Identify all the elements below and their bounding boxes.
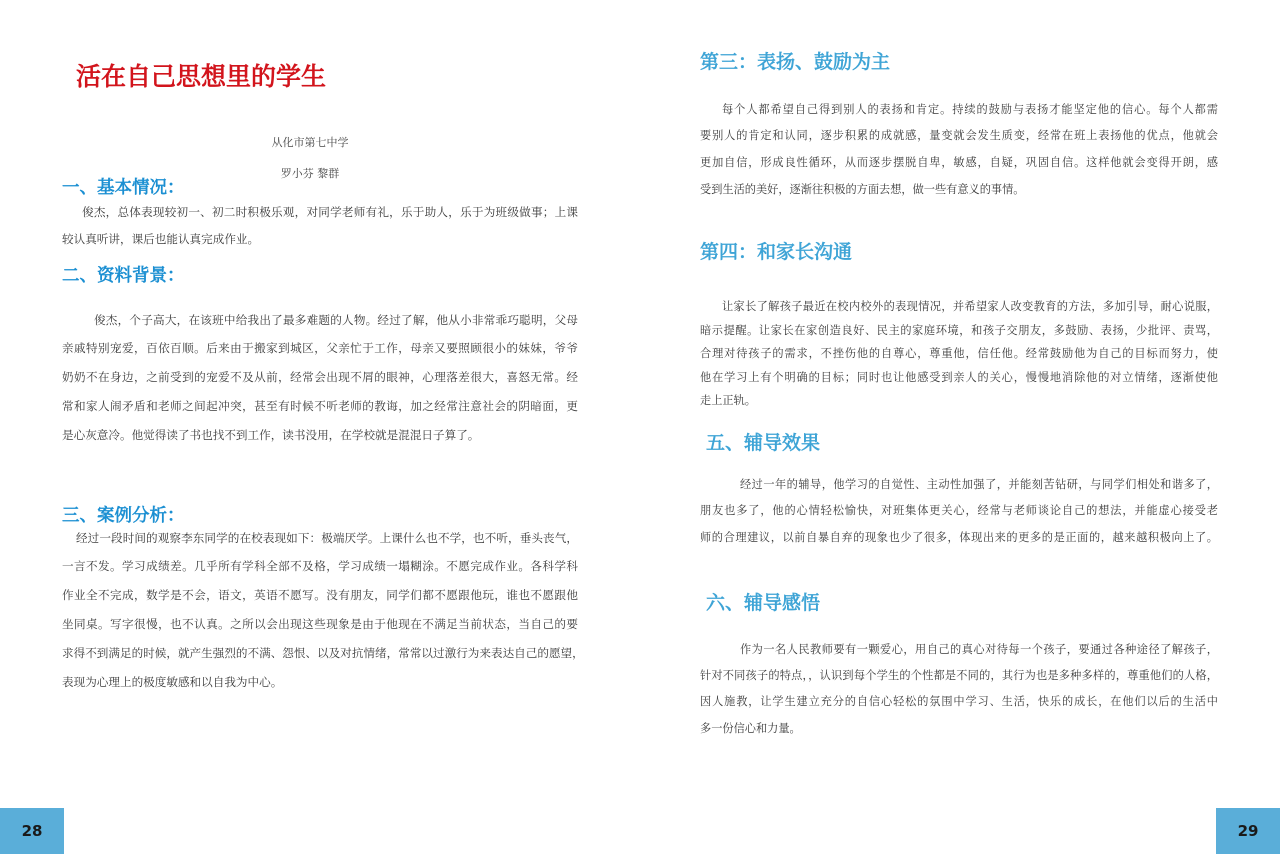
paragraph-line: 多一份信心和力量。 xyxy=(700,721,801,735)
paragraph-line: 一言不发。学习成绩差。几乎所有学科全部不及格，学习成绩一塌糊涂。不愿完成作业。各科学科 xyxy=(62,559,578,574)
paragraph-line: 更加自信，形成良性循环，从而逐步摆脱自卑，敏感，自疑，巩固自信。这样他就会变得开朗，感 xyxy=(700,156,1218,170)
section-text-parents xyxy=(700,295,1218,413)
right-page xyxy=(640,0,1280,854)
section-heading-praise: 第三：表扬、鼓励为主 xyxy=(700,51,891,73)
page-number-left: 28 xyxy=(0,808,64,854)
paragraph-line: 要别人的肯定和认同，逐步积累的成就感，量变就会发生质变，经常在班上表扬他的优点，他就会 xyxy=(700,129,1218,143)
paragraph-line: 亲戚特别宠爱，百依百顺。后来由于搬家到城区，父亲忙于工作，母亲又要照顾很小的妹妹，爷爷 xyxy=(62,341,578,356)
section-text-case-analysis xyxy=(62,524,584,697)
paragraph-line: 俊杰，个子高大，在该班中给我出了最多难题的人物。经过了解，他从小非常乖巧聪明，父母 xyxy=(94,312,578,327)
paragraph-line: 经过一年的辅导，他学习的自觉性、主动性加强了，并能刻苦钻研，与同学们相处和谐多了， xyxy=(740,477,1218,491)
paragraph-line: 受到生活的美好，逐渐往积极的方面去想，做一些有意义的事情。 xyxy=(700,182,1025,196)
paragraph-line: 表现为心理上的极度敏感和以自我为中心。 xyxy=(62,674,283,689)
section-heading-background: 二、资料背景： xyxy=(62,266,185,286)
page-number-right: 29 xyxy=(1216,808,1280,854)
paragraph-line: 奶奶不在身边，之前受到的宠爱不及从前，经常会出现不屑的眼神，心理落差很大，喜怒无常。经 xyxy=(62,370,578,385)
paragraph-line: 朋友也多了，他的心情轻松愉快，对班集体更关心，经常与老师谈论自己的想法，并能虚心接受老 xyxy=(700,504,1218,518)
section-text-basic-info xyxy=(62,199,578,253)
paragraph-line: 因人施教，让学生建立充分的自信心轻松的氛围中学习、生活，快乐的成长，在他们以后的生活中 xyxy=(700,695,1218,709)
section-text-praise xyxy=(700,97,1218,204)
section-heading-reflections: 六、辅导感悟 xyxy=(706,592,821,614)
paragraph-line: 是心灰意冷。他觉得读了书也找不到工作，读书没用，在学校就是混混日子算了。 xyxy=(62,427,480,442)
article-title: 活在自己思想里的学生 xyxy=(76,62,327,91)
author-names: 罗小芬 黎群 xyxy=(280,167,340,180)
paragraph-line: 坐同桌。写字很慢，也不认真。之所以会出现这些现象是由于他现在不满足当前状态，当自己的要 xyxy=(62,616,578,631)
paragraph-line: 暗示提醒。让家长在家创造良好、民主的家庭环境，和孩子交朋友，多鼓励、表扬，少批评、责骂， xyxy=(700,323,1218,337)
section-heading-basic-info: 一、基本情况： xyxy=(62,178,185,198)
section-heading-parents: 第四：和家长沟通 xyxy=(700,241,853,263)
paragraph-line: 俊杰，总体表现较初一、初二时积极乐观，对同学老师有礼，乐于助人，乐于为班级做事；上课 xyxy=(82,204,578,219)
paragraph-line: 针对不同孩子的特点，，认识到每个学生的个性都是不同的，其行为也是多种多样的，尊重他们的人格， xyxy=(700,669,1218,683)
paragraph-line: 作业全不完成，数学是不会，语文，英语不愿写。没有朋友，同学们都不愿跟他玩，谁也不愿跟他 xyxy=(62,588,578,603)
paragraph-line: 师的合理建议，以前自暴自弃的现象也少了很多，体现出来的更多的是正面的，越来越积极向上了。 xyxy=(700,530,1218,544)
section-text-background xyxy=(62,306,578,450)
paragraph-line: 他在学习上有个明确的目标；同时也让他感受到亲人的关心，慢慢地消除他的对立情绪，逐渐使他 xyxy=(700,370,1218,384)
paragraph-line: 每个人都希望自己得到别人的表扬和肯定。持续的鼓励与表扬才能坚定他的信心。每个人都需 xyxy=(722,102,1218,116)
paragraph-line: 让家长了解孩子最近在校内校外的表现情况，并希望家人改变教育的方法，多加引导，耐心说服， xyxy=(722,300,1218,314)
paragraph-line: 求得不到满足的时候，就产生强烈的不满、怨恨、以及对抗情绪，常常以过激行为来表达自己的愿望， xyxy=(62,645,584,660)
school-name: 从化市第七中学 xyxy=(271,136,349,149)
paragraph-line: 常和家人闹矛盾和老师之间起冲突，甚至有时候不听老师的教诲，加之经常注意社会的阴暗面，更 xyxy=(62,398,578,413)
section-heading-case-analysis: 三、案例分析： xyxy=(62,506,185,526)
section-heading-results: 五、辅导效果 xyxy=(706,432,821,454)
paragraph-line: 较认真听讲，课后也能认真完成作业。 xyxy=(62,231,260,246)
paragraph-line: 走上正轨。 xyxy=(700,394,756,408)
section-text-reflections xyxy=(700,637,1218,742)
section-text-results xyxy=(700,472,1218,552)
paragraph-line: 合理对待孩子的需求，不挫伤他的自尊心，尊重他，信任他。经常鼓励他为自己的目标而努力，使 xyxy=(700,347,1218,361)
paragraph-line: 经过一段时间的观察李东同学的在校表现如下：极端厌学。上课什么也不学，也不听，垂头丧气， xyxy=(76,530,578,545)
paragraph-line: 作为一名人民教师要有一颗爱心，用自己的真心对待每一个孩子，要通过各种途径了解孩子， xyxy=(740,642,1218,656)
